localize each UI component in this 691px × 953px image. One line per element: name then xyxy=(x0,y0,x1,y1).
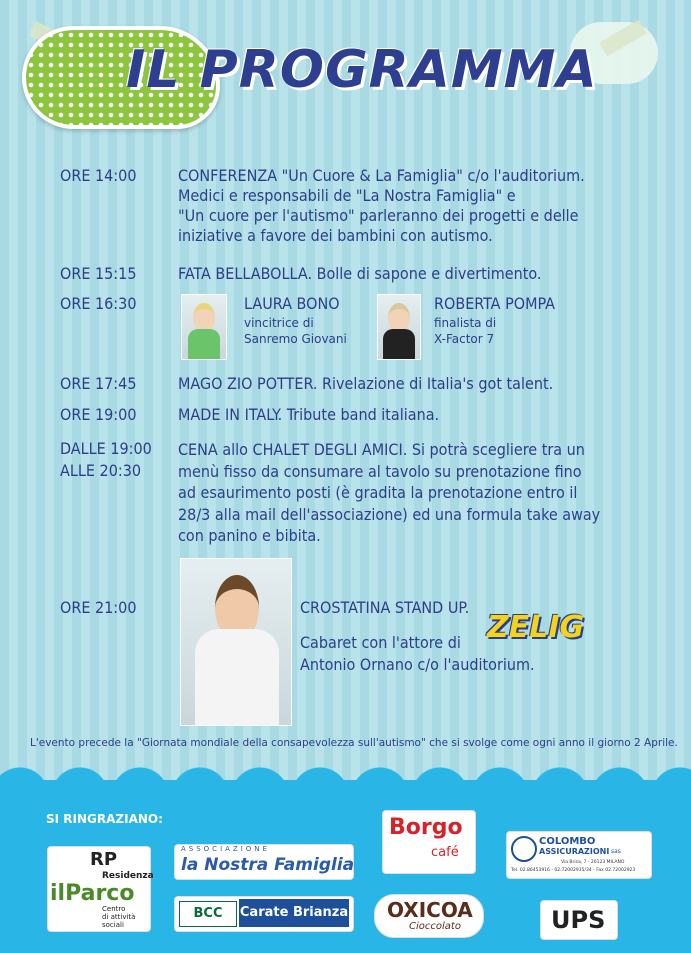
event-line: Cabaret con l'attore di xyxy=(300,633,461,652)
sponsor-logo-ups: UPS xyxy=(540,900,618,940)
event-time: ORE 16:30 xyxy=(60,294,137,313)
event-description xyxy=(178,439,658,547)
guest-info: X-Factor 7 xyxy=(434,332,495,346)
event-note: L'evento precede la "Giornata mondiale della consapevolezza sull'autismo" che si svolge come ogni anno il giorno 2 Aprile. xyxy=(30,737,678,749)
event-line: ad esaurimento posti (è gradita la prenotazione entro il xyxy=(178,483,578,502)
sponsor-logo-colombo-assicurazioni: COLOMBO ASSICURAZIONI sas Via Brisa, 7 - 20123 MILANO Tel. 02.86453916 - 02.72002935/34 - Fax 02.72002923 xyxy=(506,831,652,879)
event-line: iniziative a favore dei bambini con autismo. xyxy=(178,226,493,245)
guest-info: Sanremo Giovani xyxy=(244,332,347,346)
event-line: 28/3 alla mail dell'associazione) ed una formula take away xyxy=(178,504,601,524)
event-time: DALLE 19:00 xyxy=(60,439,152,458)
guest-info: finalista di xyxy=(434,316,497,330)
event-time: ORE 14:00 xyxy=(60,166,137,185)
event-description xyxy=(178,166,658,246)
page-title: IL PROGRAMMA xyxy=(126,40,598,100)
performer-photo-antonio-ornano xyxy=(180,558,292,726)
guest-photo-roberta-pompa xyxy=(377,294,421,360)
guest-photo-laura-bono xyxy=(181,294,227,360)
event-time-end: ALLE 20:30 xyxy=(60,461,142,480)
sponsor-logo-il-parco: RP Residenza ilParco Centro di attività sociali xyxy=(47,846,151,932)
sponsor-logo-bcc-carate-brianza: BCC Carate Brianza xyxy=(174,896,354,932)
event-title: CROSTATINA STAND UP. xyxy=(300,598,470,617)
event-time: ORE 21:00 xyxy=(60,598,137,617)
event-line: Antonio Ornano c/o l'auditorium. xyxy=(300,655,535,674)
thanks-label: SI RINGRAZIANO: xyxy=(46,812,163,826)
event-description: MADE IN ITALY. Tribute band italiana. xyxy=(178,405,440,424)
zelig-logo: ZELIG xyxy=(487,610,585,645)
sponsor-logo-la-nostra-famiglia: ASSOCIAZIONE la Nostra Famiglia xyxy=(174,844,354,880)
sponsor-logo-borgo-cafe: Borgo café xyxy=(382,810,476,874)
event-line: CENA allo CHALET DEGLI AMICI. Si potrà scegliere tra un xyxy=(178,440,585,459)
event-line: "Un cuore per l'autismo" parleranno dei progetti e delle xyxy=(178,206,579,225)
event-time: ORE 17:45 xyxy=(60,374,137,393)
event-line: con panino e bibita. xyxy=(178,526,321,545)
event-line: menù fisso da consumare al tavolo su prenotazione fino xyxy=(178,461,582,481)
event-description: FATA BELLABOLLA. Bolle di sapone e divertimento. xyxy=(178,264,542,283)
event-line: Medici e responsabili de "La Nostra Famiglia" e xyxy=(178,186,516,205)
sponsor-logo-oxicoa: OXICOA Cioccolato xyxy=(374,894,484,938)
guest-info: vincitrice di xyxy=(244,316,314,330)
event-line: CONFERENZA "Un Cuore & La Famiglia" c/o l'auditorium. xyxy=(178,166,585,185)
event-time: ORE 19:00 xyxy=(60,405,137,424)
guest-name: ROBERTA POMPA xyxy=(434,294,556,313)
guest-name: LAURA BONO xyxy=(244,294,340,313)
event-description: MAGO ZIO POTTER. Rivelazione di Italia's got talent. xyxy=(178,374,554,393)
event-time: ORE 15:15 xyxy=(60,264,137,283)
colombo-icon xyxy=(511,836,537,862)
